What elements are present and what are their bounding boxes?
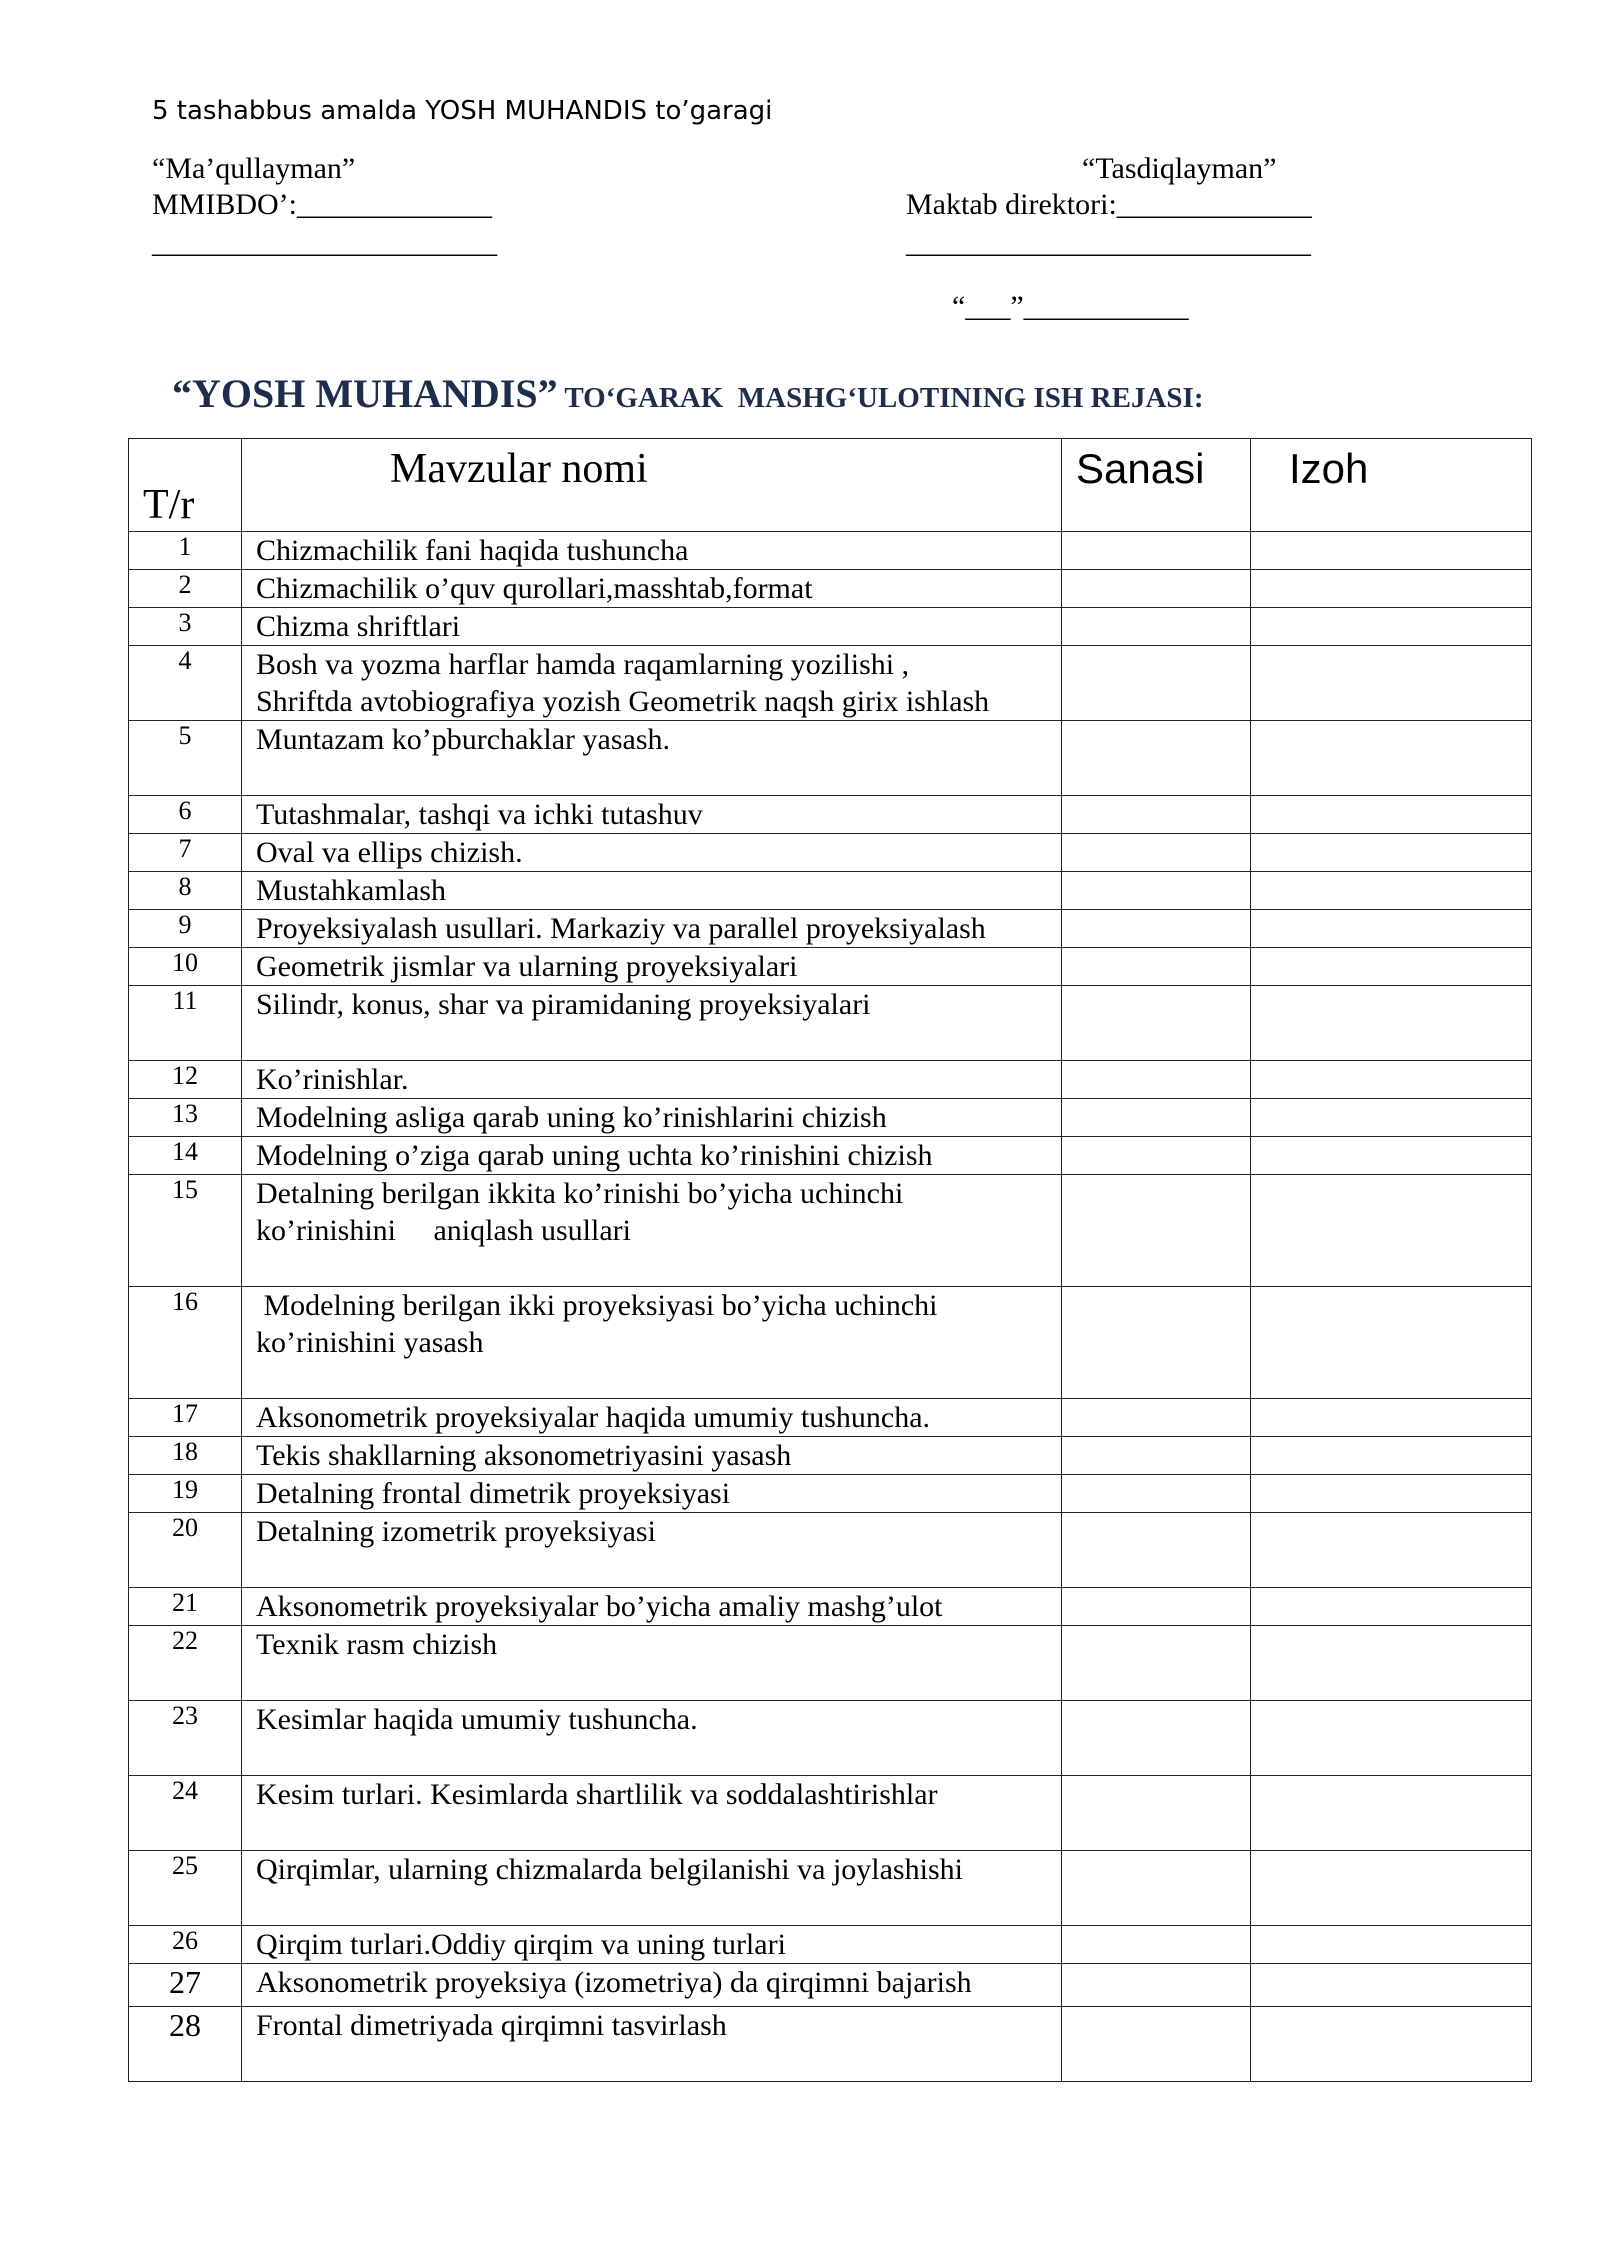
row-number: 12 (129, 1061, 242, 1099)
row-topic (242, 1851, 1062, 1926)
header-topic-cell (242, 439, 1062, 532)
row-number: 26 (129, 1926, 242, 1964)
row-note-cell (1251, 1588, 1532, 1626)
topic-line: Qirqim turlari.Oddiy qirqim va uning turlari (256, 1928, 786, 1961)
row-note-cell (1251, 910, 1532, 948)
row-note-cell (1251, 796, 1532, 834)
row-topic (242, 1626, 1062, 1701)
row-date-cell (1062, 1776, 1251, 1851)
header-note-cell (1251, 439, 1532, 532)
row-number: 14 (129, 1137, 242, 1175)
row-note-cell (1251, 1061, 1532, 1099)
row-note-cell (1251, 646, 1532, 721)
header-num: T/r (143, 482, 195, 528)
right-approve: “Tasdiqlayman” (1082, 152, 1277, 185)
row-number: 23 (129, 1701, 242, 1776)
topic-line: Kesim turlari. Kesimlarda shartlilik va soddalashtirishlar (256, 1778, 938, 1811)
page-title (164, 352, 1203, 417)
row-note-cell (1251, 1926, 1532, 1964)
row-number: 27 (129, 1964, 242, 2007)
row-date-cell (1062, 1851, 1251, 1926)
row-topic (242, 646, 1062, 721)
row-date-cell (1062, 1701, 1251, 1776)
row-number: 8 (129, 872, 242, 910)
topic-line: Detalning izometrik proyeksiyasi (256, 1515, 656, 1548)
table-body (129, 532, 1532, 2082)
header-date: Sanasi (1076, 445, 1205, 492)
row-date-cell (1062, 1964, 1251, 2007)
row-topic (242, 1776, 1062, 1851)
row-topic (242, 1175, 1062, 1287)
table-row (129, 570, 1532, 608)
topic-line: Oval va ellips chizish. (256, 836, 523, 869)
row-date-cell (1062, 1626, 1251, 1701)
table-row (129, 1399, 1532, 1437)
row-topic (242, 1926, 1062, 1964)
row-note-cell (1251, 1513, 1532, 1588)
table-row (129, 986, 1532, 1061)
row-date-cell (1062, 1061, 1251, 1099)
table-row (129, 1701, 1532, 1776)
row-number: 4 (129, 646, 242, 721)
row-topic (242, 1513, 1062, 1588)
row-date-cell (1062, 1399, 1251, 1437)
row-date-cell (1062, 1099, 1251, 1137)
row-number: 24 (129, 1776, 242, 1851)
table-row (129, 1175, 1532, 1287)
row-date-cell (1062, 986, 1251, 1061)
row-number: 28 (129, 2007, 242, 2082)
row-topic (242, 948, 1062, 986)
row-note-cell (1251, 1626, 1532, 1701)
row-topic (242, 1475, 1062, 1513)
row-note-cell (1251, 1287, 1532, 1399)
header-num-cell (129, 439, 242, 532)
row-note-cell (1251, 1851, 1532, 1926)
row-note-cell (1251, 834, 1532, 872)
table-row (129, 872, 1532, 910)
row-date-cell (1062, 1287, 1251, 1399)
table-row (129, 1475, 1532, 1513)
row-note-cell (1251, 1776, 1532, 1851)
title-main: “YOSH MUHANDIS” (172, 371, 558, 416)
row-note-cell (1251, 2007, 1532, 2082)
header-line: 5 tashabbus amalda YOSH MUHANDIS to’garagi (152, 96, 773, 126)
row-date-cell (1062, 608, 1251, 646)
topic-line: Muntazam ko’pburchaklar yasash. (256, 723, 671, 756)
table-row (129, 721, 1532, 796)
table-row (129, 1851, 1532, 1926)
row-note-cell (1251, 721, 1532, 796)
row-topic (242, 1701, 1062, 1776)
row-date-cell (1062, 1513, 1251, 1588)
row-date-cell (1062, 2007, 1251, 2082)
table-row (129, 1061, 1532, 1099)
row-topic (242, 1964, 1062, 2007)
row-number: 9 (129, 910, 242, 948)
topic-line: Tutashmalar, tashqi va ichki tutashuv (256, 798, 703, 831)
topic-line: Detalning berilgan ikkita ko’rinishi bo’yicha uchinchi (256, 1177, 904, 1210)
row-date-cell (1062, 1475, 1251, 1513)
row-date-cell (1062, 872, 1251, 910)
row-note-cell (1251, 1137, 1532, 1175)
row-note-cell (1251, 1175, 1532, 1287)
row-topic (242, 608, 1062, 646)
row-topic (242, 1588, 1062, 1626)
topic-line: Frontal dimetriyada qirqimni tasvirlash (256, 2009, 727, 2042)
row-note-cell (1251, 532, 1532, 570)
topic-line: ko’rinishini yasash (256, 1326, 484, 1359)
title-rest: TO‘GARAK MASHG‘ULOTINING ISH REJASI: (557, 382, 1204, 414)
row-topic (242, 532, 1062, 570)
row-number: 7 (129, 834, 242, 872)
topic-line: Detalning frontal dimetrik proyeksiyasi (256, 1477, 731, 1510)
row-topic (242, 1099, 1062, 1137)
row-number: 17 (129, 1399, 242, 1437)
topic-line: Modelning asliga qarab uning ko’rinishlarini chizish (256, 1101, 887, 1134)
table-row (129, 1287, 1532, 1399)
table-row (129, 1626, 1532, 1701)
topic-line: Kesimlar haqida umumiy tushuncha. (256, 1703, 698, 1736)
table-row (129, 1926, 1532, 1964)
row-topic (242, 1061, 1062, 1099)
topic-line: Aksonometrik proyeksiyalar haqida umumiy tushuncha. (256, 1401, 931, 1434)
topic-line: Geometrik jismlar va ularning proyeksiyalari (256, 950, 798, 983)
row-number: 2 (129, 570, 242, 608)
row-note-cell (1251, 608, 1532, 646)
plan-table (128, 438, 1532, 2082)
row-note-cell (1251, 1701, 1532, 1776)
row-topic (242, 721, 1062, 796)
table-row (129, 1099, 1532, 1137)
topic-line: Ko’rinishlar. (256, 1063, 409, 1096)
row-number: 5 (129, 721, 242, 796)
row-date-cell (1062, 1137, 1251, 1175)
topic-line: Tekis shakllarning aksonometriyasini yasash (256, 1439, 792, 1472)
table-row (129, 796, 1532, 834)
row-topic (242, 1137, 1062, 1175)
row-note-cell (1251, 1437, 1532, 1475)
row-number: 10 (129, 948, 242, 986)
table-row (129, 1588, 1532, 1626)
row-date-cell (1062, 721, 1251, 796)
topic-line: Mustahkamlash (256, 874, 446, 907)
left-signature-line: _______________________ (152, 226, 497, 259)
row-date-cell (1062, 1437, 1251, 1475)
table-row (129, 1776, 1532, 1851)
left-approve: “Ma’qullayman” (152, 152, 356, 185)
row-number: 25 (129, 1851, 242, 1926)
row-number: 15 (129, 1175, 242, 1287)
topic-line: Proyeksiyalash usullari. Markaziy va parallel proyeksiyalash (256, 912, 986, 945)
row-date-cell (1062, 532, 1251, 570)
row-topic (242, 796, 1062, 834)
row-topic (242, 1287, 1062, 1399)
table-row (129, 532, 1532, 570)
table-row (129, 1964, 1532, 2007)
row-note-cell (1251, 1475, 1532, 1513)
row-date-cell (1062, 1175, 1251, 1287)
row-number: 3 (129, 608, 242, 646)
table-row (129, 834, 1532, 872)
row-note-cell (1251, 570, 1532, 608)
row-number: 18 (129, 1437, 242, 1475)
row-topic (242, 1399, 1062, 1437)
table-row (129, 948, 1532, 986)
row-topic (242, 1437, 1062, 1475)
right-signature-line: ___________________________ (906, 226, 1311, 259)
row-date-cell (1062, 1588, 1251, 1626)
row-number: 16 (129, 1287, 242, 1399)
row-number: 11 (129, 986, 242, 1061)
row-note-cell (1251, 1964, 1532, 2007)
row-date-cell (1062, 796, 1251, 834)
topic-line: Chizmachilik fani haqida tushuncha (256, 534, 689, 567)
row-date-cell (1062, 948, 1251, 986)
row-number: 22 (129, 1626, 242, 1701)
table-row (129, 1513, 1532, 1588)
row-note-cell (1251, 1099, 1532, 1137)
row-date-cell (1062, 570, 1251, 608)
row-note-cell (1251, 872, 1532, 910)
topic-line: Aksonometrik proyeksiya (izometriya) da qirqimni bajarish (256, 1966, 972, 1999)
row-date-cell (1062, 1926, 1251, 1964)
topic-line: Texnik rasm chizish (256, 1628, 498, 1661)
topic-line: Bosh va yozma harflar hamda raqamlarning yozilishi , (256, 648, 910, 681)
table-row (129, 910, 1532, 948)
table-row (129, 608, 1532, 646)
table-header-row (129, 439, 1532, 532)
table-row (129, 2007, 1532, 2082)
topic-line: Chizma shriftlari (256, 610, 461, 643)
table-row (129, 1437, 1532, 1475)
row-date-cell (1062, 646, 1251, 721)
header-date-cell (1062, 439, 1251, 532)
row-topic (242, 2007, 1062, 2082)
row-topic (242, 910, 1062, 948)
row-date-cell (1062, 910, 1251, 948)
row-number: 1 (129, 532, 242, 570)
topic-line: Modelning o’ziga qarab uning uchta ko’rinishini chizish (256, 1139, 933, 1172)
row-note-cell (1251, 948, 1532, 986)
row-date-cell (1062, 834, 1251, 872)
row-number: 13 (129, 1099, 242, 1137)
row-topic (242, 872, 1062, 910)
row-topic (242, 570, 1062, 608)
right-role: Maktab direktori:_____________ (906, 188, 1312, 221)
row-topic (242, 986, 1062, 1061)
date-line: “___”___________ (952, 290, 1189, 323)
topic-line: Silindr, konus, shar va piramidaning proyeksiyalari (256, 988, 871, 1021)
table-row (129, 646, 1532, 721)
topic-line: Aksonometrik proyeksiyalar bo’yicha amaliy mashg’ulot (256, 1590, 943, 1623)
topic-line: Chizmachilik o’quv qurollari,masshtab,format (256, 572, 813, 605)
topic-line: Qirqimlar, ularning chizmalarda belgilanishi va joylashishi (256, 1853, 963, 1886)
topic-line: Modelning berilgan ikki proyeksiyasi bo’yicha uchinchi (256, 1289, 938, 1322)
row-number: 20 (129, 1513, 242, 1588)
header-topic: Mavzular nomi (390, 446, 648, 492)
row-number: 21 (129, 1588, 242, 1626)
row-topic (242, 834, 1062, 872)
row-number: 6 (129, 796, 242, 834)
topic-line: ko’rinishini aniqlash usullari (256, 1214, 631, 1247)
row-note-cell (1251, 1399, 1532, 1437)
table-row (129, 1137, 1532, 1175)
left-role: MMIBDO’:_____________ (152, 188, 493, 221)
topic-line: Shriftda avtobiografiya yozish Geometrik naqsh girix ishlash (256, 685, 990, 718)
row-note-cell (1251, 986, 1532, 1061)
header-note: Izoh (1289, 445, 1369, 492)
row-number: 19 (129, 1475, 242, 1513)
